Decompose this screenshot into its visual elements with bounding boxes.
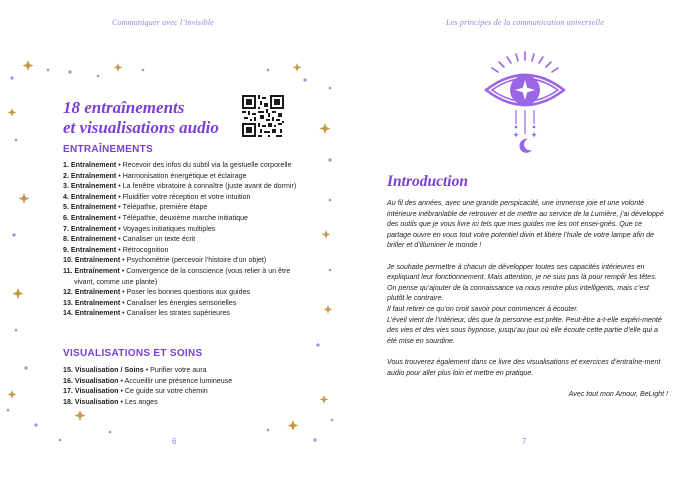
- item-kind: Entraînement: [70, 171, 117, 180]
- item-label: [63, 203, 116, 211]
- item-kind: Entraînement: [74, 256, 121, 265]
- bullet-separator: •: [116, 224, 123, 233]
- bullet-separator: •: [143, 366, 151, 374]
- list-item: [63, 308, 299, 319]
- introduction-title: Introduction: [387, 173, 468, 190]
- bullet-separator: •: [118, 397, 125, 406]
- list-item: [63, 224, 299, 235]
- list-item: [63, 192, 299, 203]
- signature: Avec tout mon Amour, BeLight !: [568, 389, 668, 398]
- item-kind: Entraînement: [74, 288, 121, 297]
- item-text: Rétrocognition: [122, 245, 169, 254]
- item-number: 6.: [63, 213, 69, 222]
- item-number: 10.: [63, 256, 73, 265]
- bullet-separator: •: [120, 256, 127, 265]
- item-label: [63, 256, 120, 264]
- item-text: Accueillir une présence lumineuse: [124, 376, 233, 385]
- item-number: 16.: [63, 376, 73, 385]
- item-text: Télépathie, première étape: [122, 203, 208, 212]
- running-head: Communiquer avec l’invisible: [112, 18, 215, 27]
- item-label: [63, 377, 119, 385]
- item-label: [63, 161, 116, 169]
- list-item: [63, 160, 299, 171]
- item-number: 4.: [63, 192, 69, 201]
- third-eye-icon: [482, 50, 568, 162]
- list-item: [63, 202, 299, 213]
- item-label: [63, 214, 116, 222]
- list-item: [63, 266, 299, 287]
- bullet-separator: •: [120, 298, 127, 307]
- item-label: [63, 366, 144, 374]
- trainings-list: [63, 160, 299, 319]
- item-number: 5.: [63, 203, 69, 212]
- item-number: 15.: [63, 366, 73, 374]
- item-kind: Entraînement: [70, 235, 117, 244]
- item-number: 2.: [63, 171, 69, 180]
- item-kind: Entraînement: [70, 192, 117, 201]
- item-number: 12.: [63, 288, 73, 297]
- item-text: Canaliser les strates supérieures: [126, 309, 230, 318]
- running-head: Les principes de la communication universelle: [446, 18, 605, 27]
- item-kind: Entraînement: [74, 309, 121, 318]
- heading-line-2: et visualisations audio: [63, 118, 219, 137]
- item-kind: Entraînement: [70, 182, 117, 191]
- item-text: Convergence de la conscience (vous relier à un être vivant, comme une plante): [74, 266, 291, 286]
- item-label: [63, 235, 116, 243]
- item-text: Fluidifier votre réception et votre intuition: [122, 192, 251, 201]
- item-kind: Visualisation: [74, 397, 119, 406]
- list-item: [63, 365, 299, 376]
- item-number: 3.: [63, 182, 69, 191]
- item-number: 7.: [63, 224, 69, 233]
- list-item: [63, 298, 299, 309]
- item-text: Recevoir des infos du subtil via la gestuelle corporelle: [122, 161, 292, 169]
- item-kind: Entraînement: [70, 161, 117, 169]
- item-text: Canaliser un texte écrit: [122, 235, 196, 244]
- item-label: [63, 387, 119, 395]
- visualisations-section-title: VISUALISATIONS ET SOINS: [63, 348, 203, 359]
- visualisations-list: [63, 365, 299, 407]
- item-kind: Entraînement: [70, 213, 117, 222]
- paragraph: Au fil des années, avec une grande perspicacité, une immense joie et une volonté intérieure inébranlable de retrouver et de mettre au service de la Lumière, j’ai développé des outils que je vous livre ici tels que mes guides me les ont ensei-gnés. Que ce partage ouvre en vous tout votre potentiel divin et libère l’huile de votre lampe afin de briller et d’illuminer le monde !: [387, 199, 664, 250]
- list-item: [63, 171, 299, 182]
- list-item: [63, 376, 299, 387]
- bullet-separator: •: [116, 235, 123, 244]
- right-page: [350, 0, 700, 490]
- item-text: Poser les bonnes questions aux guides: [126, 288, 251, 297]
- page-heading: [63, 98, 219, 138]
- list-item: [63, 245, 299, 256]
- item-text: Ce guide sur votre chemin: [124, 387, 208, 396]
- paragraph: Il faut retirer ce qu’on croit savoir pour commencer à écouter.: [387, 304, 579, 313]
- item-number: 9.: [63, 245, 69, 254]
- bullet-separator: •: [116, 245, 123, 254]
- item-number: 11.: [63, 266, 73, 275]
- item-text: Harmonisation énergétique et éclairage: [122, 171, 247, 180]
- paragraph: L’éveil vient de l’intérieur, dès que la personne est prête. Peut-être a-t-elle expéri-menté des vies et des vies sous hypnose, jusqu’au jour où elle écoute cette partie d’elle qui a été mise en sourdine.: [387, 315, 662, 345]
- item-label: [63, 299, 120, 307]
- item-number: 8.: [63, 235, 69, 244]
- bullet-separator: •: [119, 266, 127, 275]
- item-kind: Visualisation / Soins: [74, 366, 144, 374]
- list-item: [63, 234, 299, 245]
- item-label: [63, 193, 116, 201]
- bullet-separator: •: [120, 309, 127, 318]
- bullet-separator: •: [116, 192, 123, 201]
- paragraph: Vous trouverez également dans ce livre des visualisations et exercices d’entraîne-ment audio pour aller plus loin et mettre en pratique.: [387, 357, 661, 377]
- bullet-separator: •: [118, 387, 125, 396]
- item-number: 13.: [63, 298, 73, 307]
- trainings-section-title: ENTRAÎNEMENTS: [63, 144, 154, 155]
- list-item: [63, 287, 299, 298]
- item-label: [63, 288, 120, 296]
- bullet-separator: •: [120, 288, 127, 297]
- qr-code-icon[interactable]: [242, 95, 284, 137]
- bullet-separator: •: [116, 161, 123, 169]
- item-text: Purifier votre aura: [150, 366, 207, 374]
- item-kind: Visualisation: [74, 387, 119, 396]
- item-text: Psychométrie (percevoir l’histoire d’un objet): [126, 256, 267, 265]
- list-item: [63, 386, 299, 397]
- item-text: Canaliser les énergies sensorielles: [126, 298, 237, 307]
- item-kind: Entraînement: [74, 298, 121, 307]
- bullet-separator: •: [118, 376, 125, 385]
- paragraph: Je souhaite permettre à chacun de développer toutes ses capacités intérieures en expliquant leur fonctionnement. Mais attention, je ne suis pas là pour remplir les têtes. On pense qu’ajouter de la connaissance va nous rendre plus intelligents, mais c’est plutôt le contraire.: [387, 262, 657, 303]
- item-label: [63, 246, 116, 254]
- item-number: 14.: [63, 309, 73, 318]
- bullet-separator: •: [116, 182, 123, 191]
- introduction-body: [387, 198, 668, 399]
- item-text: Télépathie, deuxième marche initiatique: [122, 213, 248, 222]
- item-number: 1.: [63, 161, 69, 169]
- item-number: 18.: [63, 397, 73, 406]
- list-item: [63, 213, 299, 224]
- item-label: [63, 172, 116, 180]
- item-label: [63, 309, 120, 317]
- item-number: 17.: [63, 387, 73, 396]
- item-kind: Entraînement: [70, 203, 117, 212]
- list-item: [63, 255, 299, 266]
- item-kind: Entraînement: [70, 245, 117, 254]
- item-text: Les anges: [124, 397, 158, 406]
- list-item: [63, 397, 299, 408]
- item-kind: Entraînement: [74, 266, 120, 275]
- item-text: La fenêtre vibratoire à connaître (juste avant de dormir): [122, 182, 297, 191]
- item-kind: Entraînement: [70, 224, 117, 233]
- bullet-separator: •: [116, 203, 123, 212]
- list-item: [63, 181, 299, 192]
- item-label: [63, 267, 120, 275]
- item-kind: Visualisation: [74, 376, 119, 385]
- item-text: Voyages initiatiques multiples: [122, 224, 216, 233]
- heading-line-1: 18 entraînements: [63, 98, 185, 117]
- bullet-separator: •: [116, 213, 123, 222]
- item-label: [63, 182, 116, 190]
- item-label: [63, 398, 119, 406]
- item-label: [63, 225, 116, 233]
- page-number: 7: [522, 437, 527, 446]
- bullet-separator: •: [116, 171, 123, 180]
- page-number: 6: [172, 437, 177, 446]
